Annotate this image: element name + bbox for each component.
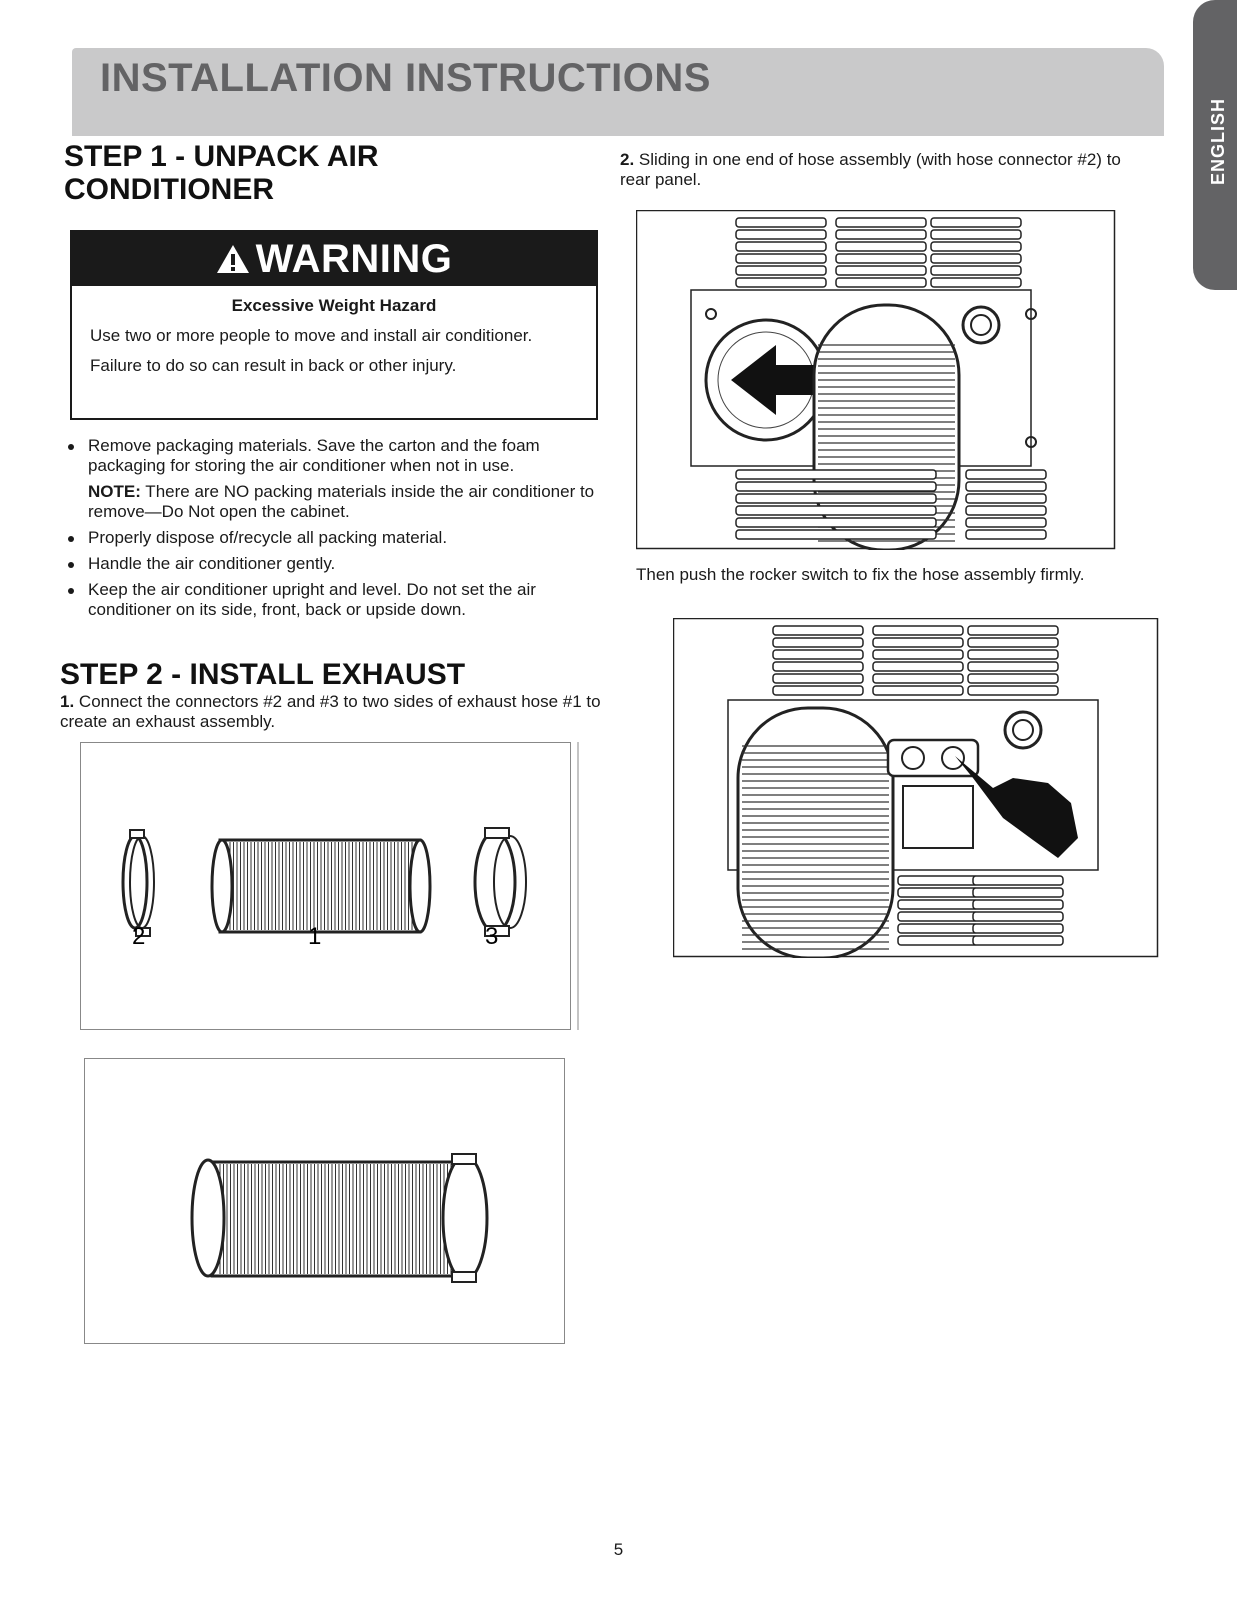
hose-1-drawing [212,840,430,932]
list-item: Handle the air conditioner gently. [64,554,604,574]
warning-triangle-icon [216,244,250,274]
list-item: Remove packaging materials. Save the carton and the foam packaging for storing the air conditioner when not in use. [64,436,604,476]
warning-line2: Failure to do so can result in back or other injury. [90,356,457,375]
warning-line1: Use two or more people to move and install air conditioner. [90,326,533,345]
page-title: INSTALLATION INSTRUCTIONS [100,56,711,100]
page-number: 5 [613,1540,624,1559]
item-text: Connect the connectors #2 and #3 to two sides of exhaust hose #1 to create an exhaust assembly. [60,692,601,731]
step2-item1 [60,692,608,732]
note-label: NOTE: [88,482,141,501]
note [64,482,604,522]
list-item: Properly dispose of/recycle all packing material. [64,528,604,548]
step1-heading [64,140,379,206]
header-bar [72,48,1164,136]
list-item: Keep the air conditioner upright and level. Do not set the air conditioner on its side, front, back or upside down. [64,580,604,620]
note-text: There are NO packing materials inside the air conditioner to remove—Do Not open the cabinet. [88,482,595,521]
figure-rocker-switch [673,618,1159,963]
step2-item2 [620,150,1140,190]
item-number: 2. [620,150,635,169]
step2-caption: Then push the rocker switch to fix the hose assembly firmly. [636,565,1085,584]
warning-header [72,232,596,286]
step1-list [64,436,604,626]
language-tab-label: ENGLISH [1208,97,1228,185]
step1-heading-line2: CONDITIONER [64,173,274,206]
figure-hose-parts [80,742,580,1037]
warning-hazard: Excessive Weight Hazard [231,296,437,315]
item-number: 1. [60,692,75,711]
item-text: Sliding in one end of hose assembly (with hose connector #2) to rear panel. [620,150,1121,189]
step1-heading-line1: STEP 1 - UNPACK AIR [64,140,379,173]
figure-exhaust-assembly [80,1058,580,1351]
step2-heading: STEP 2 - INSTALL EXHAUST [60,658,466,691]
figure-rear-panel-insert [636,210,1116,555]
label-hose-1: 1 [308,923,322,950]
warning-box [70,230,598,420]
label-connector-2: 2 [132,923,146,950]
warning-label: WARNING [255,236,453,281]
label-connector-3: 3 [485,923,499,950]
